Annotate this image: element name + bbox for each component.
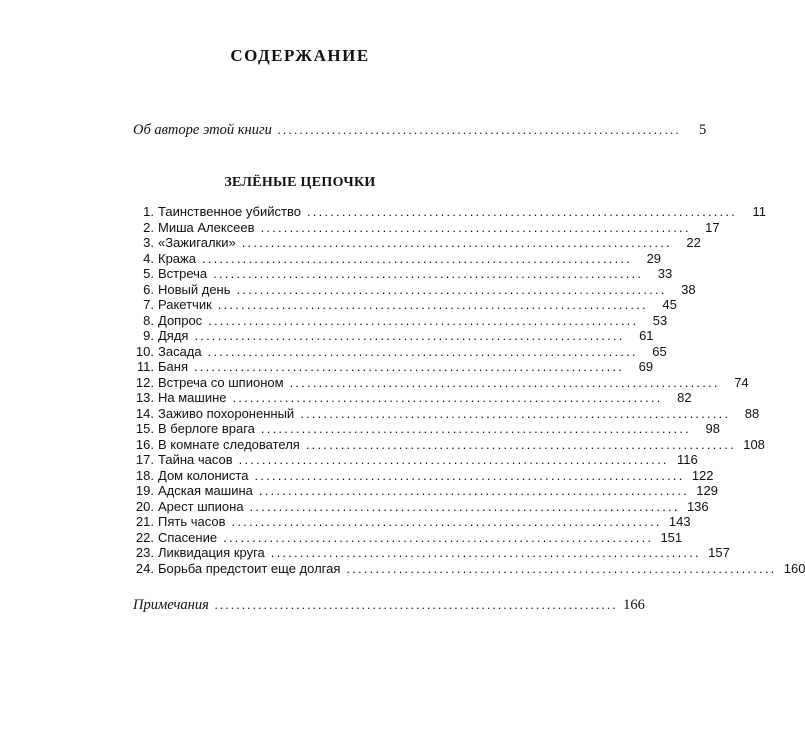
chapter-entry[interactable] (133, 250, 662, 267)
chapter-number: 8. (143, 312, 154, 328)
dot-leader: .......................................................................... (217, 297, 648, 312)
chapter-title: Тайна часов (158, 452, 233, 467)
chapter-page: 157 (708, 545, 730, 560)
chapter-entry[interactable] (133, 483, 718, 499)
chapter-page: 22 (686, 235, 701, 250)
chapter-page: 122 (691, 467, 714, 483)
chapter-number: 16. (135, 436, 154, 452)
page-title: СОДЕРЖАНИЕ (230, 46, 370, 65)
chapter-title: Ликвидация круга (158, 545, 265, 560)
dot-leader: .......................................................................... (249, 498, 680, 514)
chapter-page: 61 (639, 328, 654, 343)
chapter-number: 18. (135, 467, 154, 483)
chapter-page: 45 (662, 297, 677, 312)
chapter-page: 53 (652, 312, 668, 328)
chapter-title: Кража (158, 250, 196, 266)
chapter-title: Дядя (158, 328, 189, 343)
chapter-number: 3. (143, 235, 154, 250)
dot-leader: .......................................................................... (208, 312, 639, 328)
chapter-number: 11. (136, 359, 154, 374)
chapter-title: Встреча со шпионом (158, 374, 284, 390)
dot-leader: .......................................................................... (193, 359, 625, 374)
chapter-title: В комнате следователя (158, 436, 300, 452)
chapter-entry[interactable] (133, 498, 709, 515)
toc-entry-page: 166 (623, 597, 645, 613)
chapter-page: 98 (705, 421, 720, 436)
chapter-entry[interactable] (133, 452, 698, 468)
chapter-page: 88 (744, 405, 760, 421)
chapter-entry[interactable] (133, 343, 667, 360)
chapter-entry[interactable] (133, 235, 701, 251)
chapter-entry[interactable] (133, 405, 760, 422)
dot-leader: .......................................................................... (258, 483, 689, 498)
chapter-page: 65 (652, 343, 667, 359)
chapter-number: 6. (143, 281, 154, 297)
chapter-number: 4. (143, 250, 154, 266)
chapter-entry[interactable] (133, 374, 749, 391)
chapter-page: 69 (638, 359, 654, 374)
dot-leader: .......................................................................... (238, 452, 669, 467)
chapter-page: 160 (783, 560, 805, 576)
chapter-title: Заживо похороненный (158, 405, 295, 421)
dot-leader: .......................................................................... (300, 405, 731, 421)
dot-leader: .......................................................................... (260, 219, 691, 235)
chapter-entry[interactable] (133, 204, 767, 220)
dot-leader: .......................................................................... (232, 390, 663, 405)
chapter-number: 9. (143, 328, 154, 343)
chapter-title: В берлоге врага (158, 421, 255, 436)
chapter-title: Дом колониста (158, 467, 249, 483)
chapter-entry[interactable] (133, 467, 714, 484)
chapter-number: 7. (143, 297, 154, 312)
chapter-number: 17. (135, 452, 154, 467)
dot-leader: .......................................................................... (289, 374, 720, 390)
dot-leader: .......................................................................... (207, 343, 638, 359)
chapter-page: 136 (686, 498, 709, 514)
chapter-number: 1. (143, 204, 154, 219)
chapter-number: 24. (135, 560, 154, 576)
dot-leader: .......................................................................... (277, 122, 682, 137)
chapter-entry[interactable] (133, 545, 730, 561)
chapter-title: Арест шпиона (158, 498, 244, 514)
section-title: ЗЕЛЁНЫЕ ЦЕПОЧКИ (224, 175, 376, 190)
chapter-page: 11 (752, 204, 767, 219)
dot-leader: .......................................................................... (270, 545, 701, 560)
chapter-number: 15. (135, 421, 154, 436)
chapter-page: 108 (743, 436, 765, 452)
dot-leader: .......................................................................... (254, 467, 685, 483)
dot-leader: .......................................................................... (260, 421, 691, 436)
chapter-entry[interactable] (133, 297, 677, 313)
chapter-number: 22. (135, 529, 154, 545)
chapter-title: Борьба предстоит еще долгая (158, 560, 341, 576)
toc-entry-about-author[interactable] (133, 122, 707, 138)
chapter-number: 5. (143, 266, 154, 281)
chapter-page: 82 (677, 390, 692, 405)
dot-leader: .......................................................................... (346, 560, 777, 576)
chapter-entry[interactable] (133, 421, 720, 437)
chapter-entry[interactable] (133, 359, 654, 375)
toc-entry-title: Об авторе этой книги (133, 122, 272, 138)
chapter-entry[interactable] (133, 281, 696, 298)
chapter-title: Засада (158, 343, 202, 359)
chapter-title: Допрос (158, 312, 203, 328)
chapter-number: 10. (135, 343, 154, 359)
chapter-entry[interactable] (133, 266, 673, 282)
chapter-number: 19. (135, 483, 154, 498)
dot-leader: .......................................................................... (306, 204, 738, 219)
chapter-title: Таинственное убийство (158, 204, 301, 219)
chapter-entry[interactable] (133, 560, 805, 577)
dot-leader: .......................................................................... (201, 250, 633, 266)
chapter-entry[interactable] (133, 312, 668, 329)
chapter-entry[interactable] (133, 514, 691, 530)
dot-leader: .......................................................................... (213, 266, 644, 281)
chapter-entry[interactable] (133, 529, 683, 546)
toc-entry-notes[interactable] (133, 597, 645, 613)
dot-leader: .......................................................................... (305, 436, 736, 452)
chapter-page: 33 (657, 266, 673, 281)
chapter-page: 29 (646, 250, 662, 266)
chapter-title: Спасение (158, 529, 218, 545)
chapter-title: Пять часов (158, 514, 226, 529)
chapter-title: Баня (158, 359, 188, 374)
chapter-title: «Зажигалки» (158, 235, 236, 250)
chapter-number: 23. (135, 545, 154, 560)
chapter-title: Новый день (158, 281, 231, 297)
chapter-page: 116 (677, 452, 698, 467)
chapter-page: 151 (660, 529, 683, 545)
chapter-number: 2. (143, 219, 154, 235)
chapter-entry[interactable] (133, 219, 720, 236)
chapter-number: 20. (135, 498, 154, 514)
chapter-page: 17 (705, 219, 720, 235)
dot-leader: .......................................................................... (223, 529, 654, 545)
chapter-number: 21. (135, 514, 154, 529)
toc-entry-title: Примечания (133, 597, 209, 613)
chapter-title: На машине (158, 390, 227, 405)
chapter-title: Ракетчик (158, 297, 212, 312)
dot-leader: .......................................................................... (241, 235, 672, 250)
chapter-list (133, 204, 805, 576)
dot-leader: .......................................................................... (194, 328, 625, 343)
chapter-number: 14. (135, 405, 154, 421)
dot-leader: .......................................................................... (214, 597, 619, 612)
toc-entry-page: 5 (698, 122, 707, 138)
chapter-page: 143 (668, 514, 691, 529)
chapter-entry[interactable] (133, 328, 654, 344)
chapter-number: 12. (135, 374, 154, 390)
dot-leader: .......................................................................... (236, 281, 667, 297)
chapter-page: 129 (696, 483, 718, 498)
chapter-title: Адская машина (158, 483, 253, 498)
chapter-entry[interactable] (133, 436, 765, 453)
chapter-title: Миша Алексеев (158, 219, 255, 235)
chapter-number: 13. (135, 390, 154, 405)
dot-leader: .......................................................................... (231, 514, 662, 529)
chapter-entry[interactable] (133, 390, 692, 406)
chapter-title: Встреча (158, 266, 208, 281)
chapter-page: 38 (681, 281, 696, 297)
chapter-page: 74 (734, 374, 749, 390)
